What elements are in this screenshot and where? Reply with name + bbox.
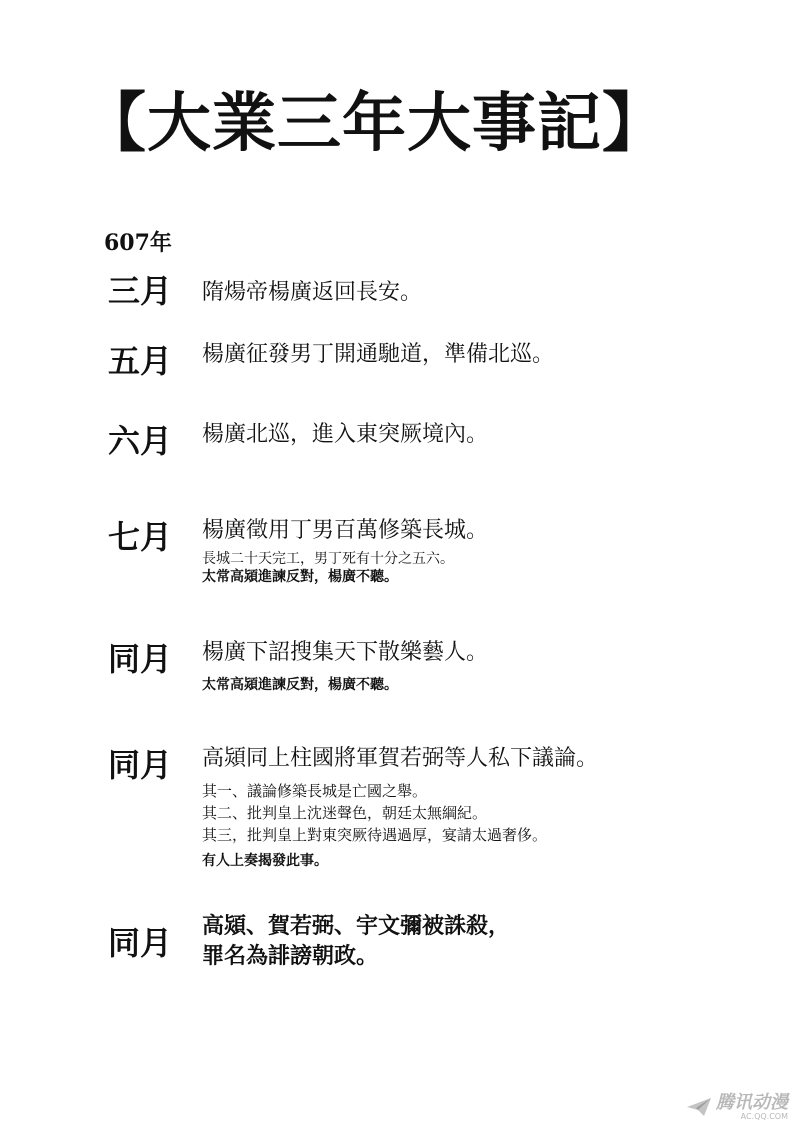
- detail-list: [202, 780, 782, 846]
- event-note: 長城二十天完工，男丁死有十分之五六。: [202, 551, 454, 567]
- page-title: 【大業三年大事記】: [82, 86, 667, 161]
- month-label: 三月: [108, 272, 173, 310]
- event-text: 高熲同上柱國將軍賀若弼等人私下議論。: [202, 746, 599, 771]
- event-text: 楊廣下詔搜集天下散樂藝人。: [202, 640, 489, 665]
- event-text: 隋煬帝楊廣返回長安。: [202, 280, 423, 305]
- event-text: 楊廣北巡，進入東突厥境內。: [202, 422, 489, 447]
- event-note: 有人上奏揭發此事。: [202, 853, 328, 869]
- watermark: [686, 1093, 788, 1121]
- detail-item: 其二、批判皇上沈迷聲色，朝廷太無綱紀。: [202, 804, 488, 822]
- year-label: 607年: [104, 230, 172, 256]
- month-label: 同月: [108, 924, 173, 962]
- watermark-url: AC.QQ.COM: [740, 1112, 788, 1121]
- event-text: 楊廣征發男丁開通馳道，準備北巡。: [202, 342, 555, 367]
- detail-item: 其三，批判皇上對東突厥待遇過厚，宴請太過奢侈。: [202, 826, 548, 844]
- detail-item: 其一、議論修築長城是亡國之舉。: [202, 782, 428, 800]
- month-label: 同月: [108, 746, 173, 784]
- month-label: 五月: [108, 342, 173, 380]
- month-label: 七月: [108, 518, 173, 556]
- watermark-text: 腾讯动漫: [716, 1092, 788, 1113]
- event-text: 楊廣徵用丁男百萬修築長城。: [202, 518, 489, 543]
- event-text: 高熲、賀若弼、宇文彌被誅殺， 罪名為誹謗朝政。: [202, 914, 511, 969]
- event-note: 太常高熲進諫反對，楊廣不聽。: [202, 569, 398, 585]
- month-label: 六月: [108, 422, 173, 460]
- month-label: 同月: [108, 640, 173, 678]
- paper-plane-icon: [686, 1097, 712, 1117]
- event-note: 太常高熲進諫反對，楊廣不聽。: [202, 677, 398, 693]
